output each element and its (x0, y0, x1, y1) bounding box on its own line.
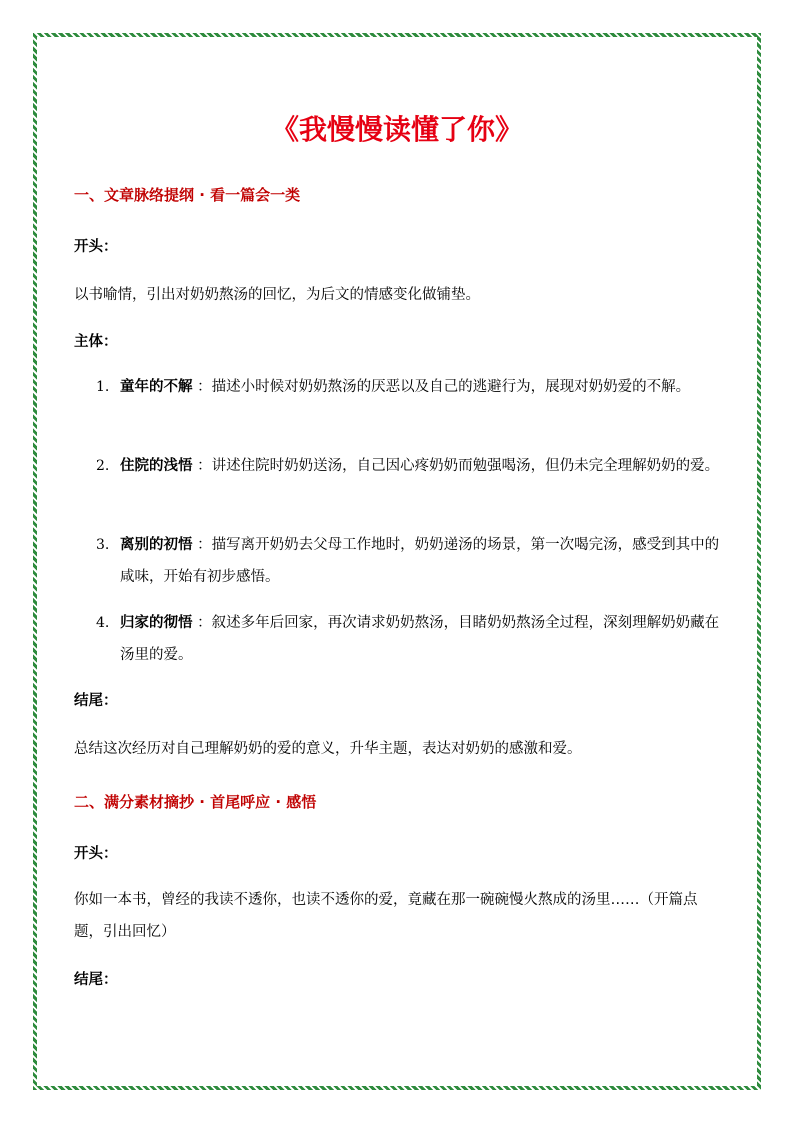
list-item-content (120, 371, 724, 403)
list-item-number: 1. (96, 379, 110, 395)
excerpt-opening-label: 开头： (74, 846, 118, 862)
section-heading-outline: 一、文章脉络提纲 · 看一篇会一类 (74, 186, 301, 204)
body-label: 主体： (74, 334, 118, 350)
list-item-term: 住院的浅悟 (120, 458, 193, 474)
ending-text: 总结这次经历对自己理解奶奶的爱的意义，升华主题，表达对奶奶的感激和爱。 (74, 741, 582, 757)
document-title: 《我慢慢读懂了你》 (270, 113, 523, 146)
list-item-text: ：讲述住院时奶奶送汤，自己因心疼奶奶而勉强喝汤，但仍未完全理解奶奶的爱。 (192, 458, 720, 474)
excerpt-ending-label: 结尾： (74, 972, 118, 988)
list-item (96, 607, 724, 671)
list-item-number: 4. (96, 615, 110, 631)
opening-text: 以书喻情，引出对奶奶熬汤的回忆，为后文的情感变化做铺垫。 (74, 287, 480, 303)
list-item-content (120, 450, 724, 482)
list-item-term: 离别的初悟 (120, 537, 193, 553)
list-item-text: ：描写离开奶奶去父母工作地时，奶奶递汤的场景，第一次喝完汤，感受到其中的咸味，开始有初步感悟。 (120, 537, 720, 585)
list-item-text: ：叙述多年后回家，再次请求奶奶熬汤，目睹奶奶熬汤全过程，深刻理解奶奶藏在汤里的爱。 (120, 615, 720, 663)
list-item (96, 450, 724, 482)
excerpt-opening-text: 你如一本书，曾经的我读不透你，也读不透你的爱，竟藏在那一碗碗慢火熬成的汤里……（开篇点题，引出回忆） (74, 892, 698, 940)
list-item-term: 归家的彻悟 (120, 615, 193, 631)
opening-label: 开头： (74, 239, 118, 255)
list-item-number: 3. (96, 537, 110, 553)
list-item (96, 371, 724, 403)
list-item-content (120, 529, 724, 593)
section-heading-excerpts: 二、满分素材摘抄 · 首尾呼应 · 感悟 (74, 793, 317, 811)
list-item-term: 童年的不解 (120, 379, 193, 395)
ending-label: 结尾： (74, 693, 118, 709)
list-item (96, 529, 724, 593)
list-item-number: 2. (96, 458, 110, 474)
list-item-content (120, 607, 724, 671)
list-item-text: ：描述小时候对奶奶熬汤的厌恶以及自己的逃避行为，展现对奶奶爱的不解。 (192, 379, 691, 395)
